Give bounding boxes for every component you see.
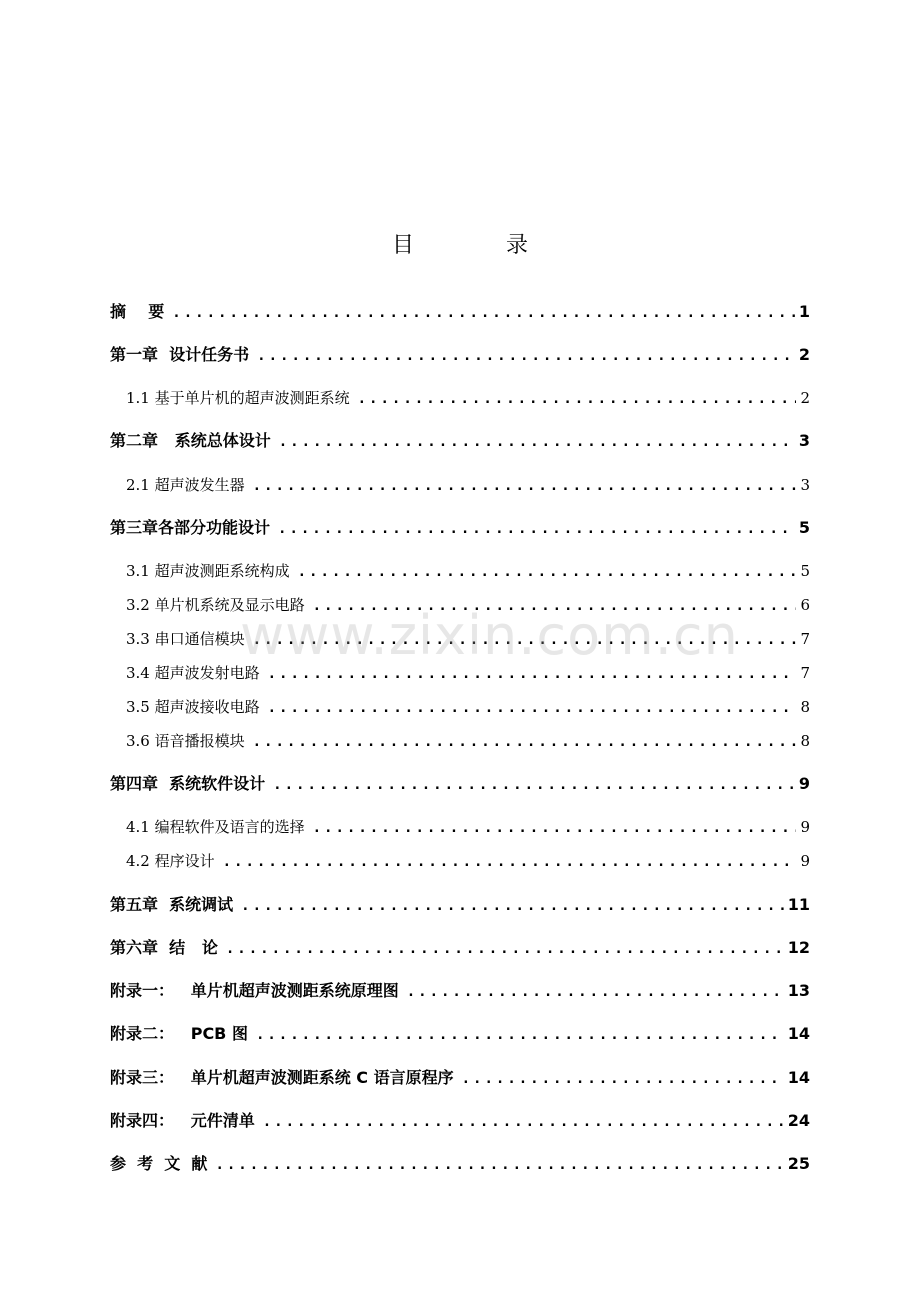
dot-leader xyxy=(298,560,797,584)
toc-entry-label: 第四章 系统软件设计 xyxy=(110,774,266,793)
toc-entry-page: 11 xyxy=(787,895,810,914)
dot-leader xyxy=(256,1023,784,1047)
dot-leader xyxy=(462,1067,784,1091)
toc-entry-label: 2.1 超声波发生器 xyxy=(126,476,245,494)
toc-entry-page: 7 xyxy=(800,664,810,682)
toc-entry-page: 9 xyxy=(800,852,810,870)
dot-leader xyxy=(223,850,797,874)
dot-leader xyxy=(407,980,784,1004)
table-of-contents xyxy=(110,0,810,1302)
toc-entry-label: 3.6 语音播报模块 xyxy=(126,732,245,750)
toc-entry-section-3-3[interactable] xyxy=(110,627,810,651)
dot-leader xyxy=(279,430,795,454)
toc-entry-page: 6 xyxy=(800,596,810,614)
toc-entry-page: 24 xyxy=(787,1111,810,1130)
toc-entry-chapter-1[interactable] xyxy=(110,343,810,367)
toc-entry-page: 5 xyxy=(798,518,810,537)
toc-entry-section-4-1[interactable] xyxy=(110,815,810,839)
toc-entry-label: 3.5 超声波接收电路 xyxy=(126,698,260,716)
dot-leader xyxy=(313,594,797,618)
toc-entry-appendix-2[interactable] xyxy=(110,1022,810,1046)
dot-leader xyxy=(273,773,795,797)
toc-entry-appendix-4[interactable] xyxy=(110,1109,810,1133)
toc-entry-label: 第一章 设计任务书 xyxy=(110,345,250,364)
toc-entry-label: 摘 要 xyxy=(110,302,165,321)
toc-entry-page: 13 xyxy=(787,981,810,1000)
toc-entry-appendix-1[interactable] xyxy=(110,979,810,1003)
toc-entry-section-3-1[interactable] xyxy=(110,559,810,583)
dot-leader xyxy=(241,894,784,918)
toc-entry-page: 14 xyxy=(787,1024,810,1043)
toc-entry-label: 第五章 系统调试 xyxy=(110,895,234,914)
toc-entry-chapter-5[interactable] xyxy=(110,893,810,917)
toc-entry-page: 3 xyxy=(800,476,810,494)
dot-leader xyxy=(257,344,795,368)
toc-entry-section-3-5[interactable] xyxy=(110,695,810,719)
toc-entry-chapter-2[interactable] xyxy=(110,429,810,453)
toc-entry-label: 附录四： 元件清单 xyxy=(110,1111,255,1130)
toc-entry-page: 8 xyxy=(800,732,810,750)
toc-entry-appendix-3[interactable] xyxy=(110,1066,810,1090)
toc-entry-section-4-2[interactable] xyxy=(110,849,810,873)
toc-title: 目 录 xyxy=(392,233,554,258)
toc-entry-label: 3.4 超声波发射电路 xyxy=(126,664,260,682)
toc-entry-section-2-1[interactable] xyxy=(110,473,810,497)
toc-entry-label: 附录二： PCB 图 xyxy=(110,1024,248,1043)
dot-leader xyxy=(263,1110,784,1134)
toc-entry-page: 9 xyxy=(798,774,810,793)
dot-leader xyxy=(215,1153,783,1177)
dot-leader xyxy=(253,474,797,498)
toc-entry-label: 参 考 文 献 xyxy=(110,1154,208,1173)
toc-entry-page: 8 xyxy=(800,698,810,716)
toc-entry-page: 1 xyxy=(798,302,810,321)
toc-entry-page: 2 xyxy=(798,345,810,364)
dot-leader xyxy=(226,937,784,961)
toc-entry-label: 第六章 结 论 xyxy=(110,938,218,957)
toc-entry-label: 4.2 程序设计 xyxy=(126,852,215,870)
dot-leader xyxy=(253,628,797,652)
toc-entry-page: 5 xyxy=(800,562,810,580)
toc-entry-section-1-1[interactable] xyxy=(110,386,810,410)
toc-entry-section-3-4[interactable] xyxy=(110,661,810,685)
dot-leader xyxy=(172,301,795,325)
toc-entry-page: 3 xyxy=(798,431,810,450)
toc-entry-references[interactable] xyxy=(110,1152,810,1176)
toc-entry-abstract[interactable] xyxy=(110,300,810,324)
dot-leader xyxy=(268,696,797,720)
toc-entry-section-3-6[interactable] xyxy=(110,729,810,753)
toc-entry-label: 第三章各部分功能设计 xyxy=(110,518,271,537)
toc-entry-label: 3.2 单片机系统及显示电路 xyxy=(126,596,305,614)
toc-entry-label: 4.1 编程软件及语言的选择 xyxy=(126,818,305,836)
toc-entry-label: 3.3 串口通信模块 xyxy=(126,630,245,648)
toc-entry-label: 第二章 系统总体设计 xyxy=(110,431,271,450)
dot-leader xyxy=(358,387,797,411)
toc-entry-chapter-4[interactable] xyxy=(110,772,810,796)
toc-entry-page: 2 xyxy=(800,389,810,407)
toc-entry-page: 14 xyxy=(787,1068,810,1087)
toc-entry-page: 7 xyxy=(800,630,810,648)
watermark: www.zixin.com.cn xyxy=(240,604,739,667)
toc-entry-page: 9 xyxy=(800,818,810,836)
toc-entry-label: 附录一： 单片机超声波测距系统原理图 xyxy=(110,981,399,1000)
toc-entry-label: 附录三： 单片机超声波测距系统 C 语言原程序 xyxy=(110,1068,454,1087)
dot-leader xyxy=(268,662,797,686)
toc-entry-chapter-3[interactable] xyxy=(110,516,810,540)
dot-leader xyxy=(253,730,797,754)
toc-entry-page: 12 xyxy=(787,938,810,957)
toc-entry-label: 3.1 超声波测距系统构成 xyxy=(126,562,290,580)
toc-entry-label: 1.1 基于单片机的超声波测距系统 xyxy=(126,389,350,407)
toc-entry-chapter-6[interactable] xyxy=(110,936,810,960)
dot-leader xyxy=(278,517,795,541)
toc-entry-section-3-2[interactable] xyxy=(110,593,810,617)
dot-leader xyxy=(313,816,797,840)
toc-entry-page: 25 xyxy=(787,1154,810,1173)
